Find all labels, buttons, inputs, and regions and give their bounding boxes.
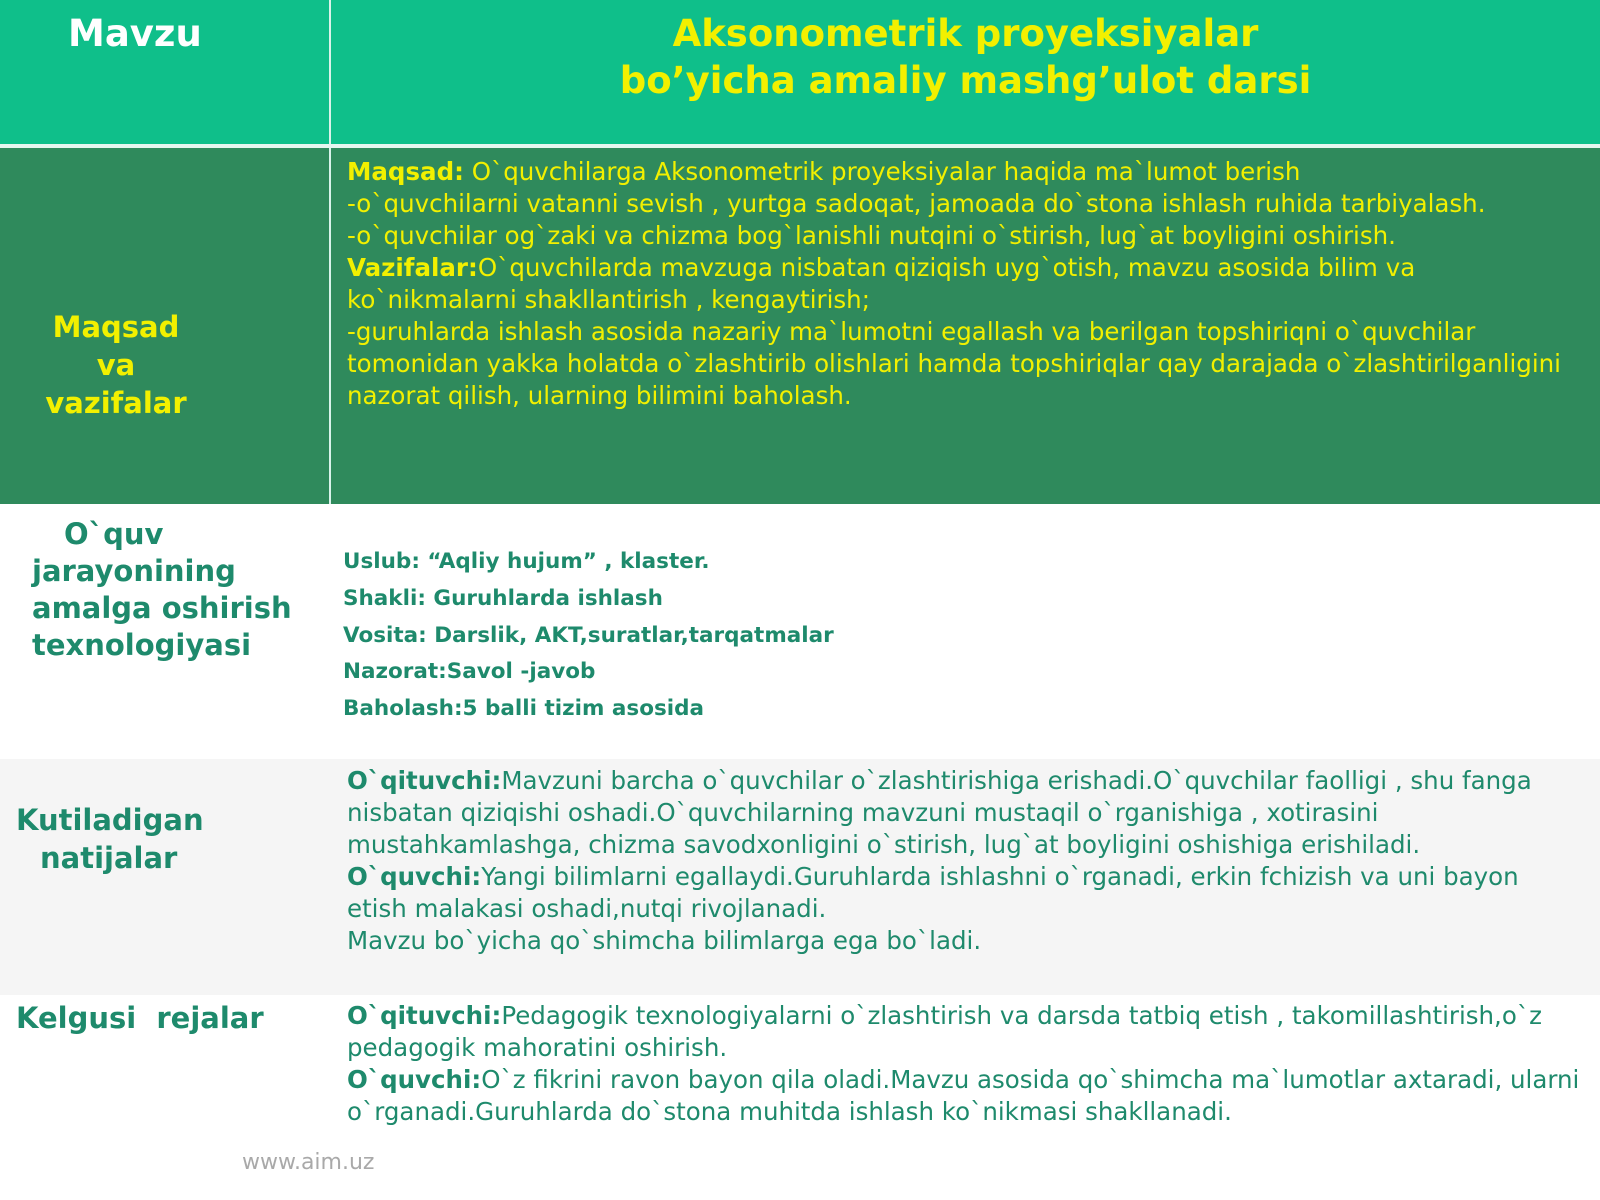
oqituvchi-text1: Mavzuni barcha o`quvchilar o`zlashtirishiga erishadi.O`quvchilar faolligi , shu fanga	[501, 766, 1532, 795]
maqsad-line6: -guruhlarda ishlash asosida nazariy ma`lumotni egallash va berilgan topshiriqni o`quvchilar	[347, 317, 1476, 346]
maqsad-content-cell	[331, 148, 1600, 504]
maqsad-label-line3: vazifalar	[45, 386, 187, 420]
list-item: Baholash:5 balli tizim asosida	[343, 696, 705, 722]
oqituvchi-text3: mustahkamlashga, chizma savodxonligini o`stirish, lug`at boyligini oshishiga erishiladi.	[347, 830, 1421, 859]
maqsad-line7: tomonidan yakka holatda o`zlashtirib olishlari hamda topshiriqlar qay darajada o`zlashtirilganligini	[347, 349, 1561, 378]
mavzu-row	[0, 0, 1600, 146]
mavzu-label-cell	[0, 0, 331, 146]
list-item: Vosita: Darslik, AKT,suratlar,tarqatmalar	[343, 622, 834, 648]
lesson-title-line1: Aksonometrik proyeksiyalar	[672, 12, 1259, 55]
natijalar-label	[16, 801, 204, 877]
maqsad-label-line1: Maqsad	[52, 310, 180, 344]
oquvchi-text1: Yangi bilimlarni egallaydi.Guruhlarda ishlashni o`rganadi, erkin fchizish va uni bayon	[481, 862, 1519, 891]
oqituvchi-heading: O`qituvchi:	[347, 766, 502, 795]
natijalar-label-line2: natijalar	[40, 841, 178, 875]
maqsad-label	[0, 308, 232, 422]
texnologiya-row	[0, 504, 1600, 759]
texnologiya-label-line4: texnologiyasi	[32, 628, 252, 662]
natijalar-label-cell	[0, 759, 331, 995]
maqsad-text: O`quvchilarga Aksonometrik proyeksiyalar haqida ma`lumot berish	[463, 157, 1301, 186]
vazifalar-text1: O`quvchilarda mavzuga nisbatan qiziqish uyg`otish, mavzu asosida bilim va	[477, 253, 1416, 282]
lesson-title-line2: bo’yicha amaliy mashg’ulot darsi	[619, 59, 1312, 102]
rejalar-oqituvchi-line1	[347, 1000, 1597, 1032]
rejalar-content-cell	[331, 995, 1600, 1200]
texnologiya-label-line2: jarayonining	[32, 554, 236, 588]
maqsad-line3: -o`quvchilar og`zaki va chizma bog`lanishli nutqini o`stirish, lug`at boyligini oshirish.	[347, 221, 1396, 250]
oquvchi-text1: O`z fikrini ravon bayon qila oladi.Mavzu asosida qo`shimcha ma`lumotlar axtaradi, ularni	[481, 1065, 1580, 1094]
texnologiya-label-line1: O`quv	[64, 517, 164, 551]
vazifalar-line1	[347, 252, 1600, 284]
texnologiya-content-cell	[331, 504, 1600, 759]
watermark: www.aim.uz	[242, 1150, 375, 1175]
natijalar-row	[0, 759, 1600, 995]
mavzu-label: Mavzu	[68, 12, 202, 55]
list-item: Uslub: “Aqliy hujum” , klaster.	[343, 549, 710, 574]
oqituvchi-text1: Pedagogik texnologiyalarni o`zlashtirish va darsda tatbiq etish , takomillashtirish,o`z	[501, 1001, 1542, 1030]
maqsad-label-line2: va	[96, 348, 136, 382]
texnologiya-label-line3: amalga oshirish	[32, 591, 292, 625]
natijalar-body	[347, 765, 1597, 957]
natijalar-oquvchi-line1	[347, 861, 1597, 893]
rejalar-oquvchi-line1	[347, 1064, 1597, 1096]
vazifalar-text2: ko`nikmalarni shakllantirish , kengaytirish;	[347, 285, 870, 314]
texnologiya-list	[343, 544, 834, 728]
oqituvchi-text2: nisbatan qiziqishi oshadi.O`quvchilarning mavzuni mustaqil o`rganishiga , xotirasini	[347, 798, 1379, 827]
rejalar-label: Kelgusi rejalar	[16, 1001, 264, 1035]
mavzu-title-cell	[331, 0, 1600, 146]
natijalar-label-line1: Kutiladigan	[16, 803, 204, 837]
maqsad-heading: Maqsad:	[347, 157, 464, 186]
maqsad-body	[347, 156, 1600, 412]
natijalar-content-cell	[331, 759, 1600, 995]
lesson-title	[331, 10, 1600, 104]
oqituvchi-text2: pedagogik mahoratini oshirish.	[347, 1033, 728, 1062]
texnologiya-label-cell	[0, 504, 331, 759]
maqsad-label-cell	[0, 148, 331, 504]
maqsad-line1	[347, 156, 1600, 188]
maqsad-line2: -o`quvchilarni vatanni sevish , yurtga sadoqat, jamoada do`stona ishlash ruhida tarbiyalash.	[347, 189, 1486, 218]
maqsad-row	[0, 148, 1600, 504]
maqsad-line8: nazorat qilish, ularning bilimini baholash.	[347, 381, 852, 410]
rejalar-row	[0, 995, 1600, 1200]
oquvchi-text2: o`rganadi.Guruhlarda do`stona muhitda ishlash ko`nikmasi shakllanadi.	[347, 1097, 1232, 1126]
rejalar-body	[347, 1000, 1597, 1128]
list-item: Shakli: Guruhlarda ishlash	[343, 585, 663, 611]
natijalar-oqituvchi-line1	[347, 765, 1597, 797]
oquvchi-text3: Mavzu bo`yicha qo`shimcha bilimlarga ega bo`ladi.	[347, 926, 982, 955]
oqituvchi-heading: O`qituvchi:	[347, 1001, 502, 1030]
vazifalar-heading: Vazifalar:	[347, 253, 478, 282]
texnologiya-label	[32, 516, 312, 664]
list-item: Nazorat:Savol -javob	[343, 659, 596, 685]
oquvchi-heading: O`quvchi:	[347, 1065, 482, 1094]
oquvchi-heading: O`quvchi:	[347, 862, 482, 891]
oquvchi-text2: etish malakasi oshadi,nutqi rivojlanadi.	[347, 894, 827, 923]
